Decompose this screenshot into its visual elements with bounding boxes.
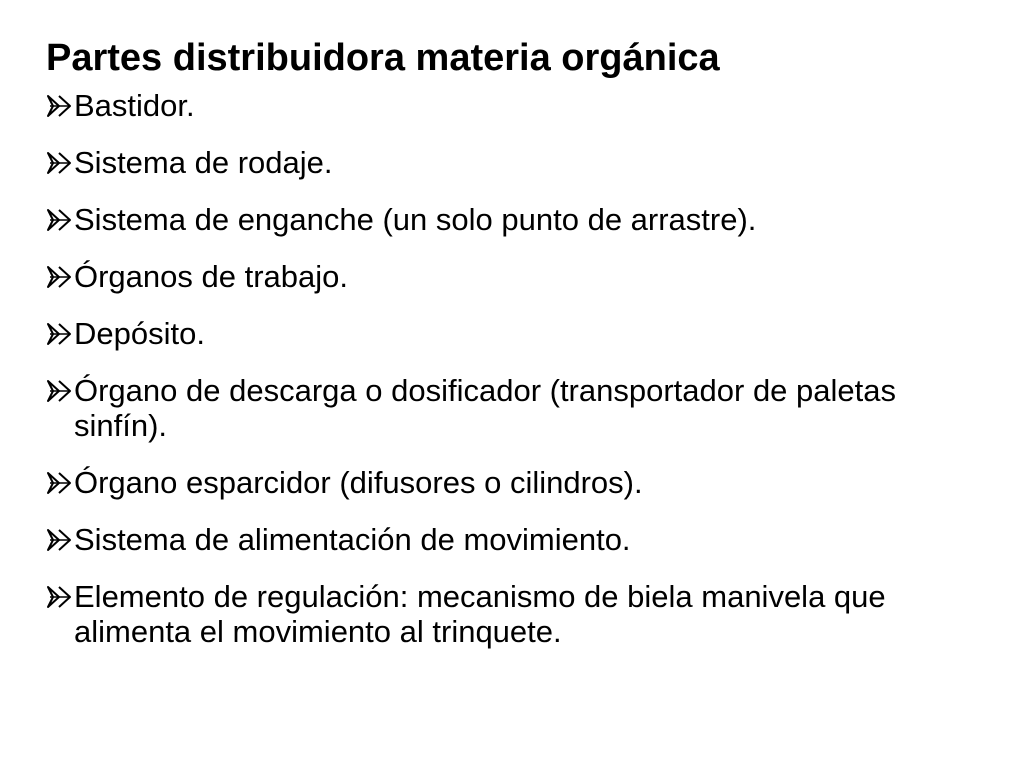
slide-title: Partes distribuidora materia orgánica: [46, 37, 720, 79]
arrow-bullet-icon: [46, 145, 74, 180]
arrow-bullet-icon: [46, 465, 74, 500]
bullet-text: Sistema de rodaje.: [74, 145, 333, 180]
bullet-text: Órganos de trabajo.: [74, 259, 349, 294]
bullet-item-3: [46, 202, 984, 237]
bullet-text: Elemento de regulación: mecanismo de biela manivela que alimenta el movimiento al trinquete.: [74, 579, 886, 649]
bullet-item-7: [46, 465, 984, 500]
bullet-item-9: [46, 579, 984, 649]
bullet-text: Sistema de alimentación de movimiento.: [74, 522, 631, 557]
bullet-item-8: [46, 522, 984, 557]
bullet-item-2: [46, 145, 984, 180]
arrow-bullet-icon: [46, 522, 74, 557]
arrow-bullet-icon: [46, 259, 74, 294]
arrow-bullet-icon: [46, 202, 74, 237]
bullet-text: Órgano de descarga o dosificador (transportador de paletas sinfín).: [74, 373, 896, 443]
bullet-item-4: [46, 259, 984, 294]
bullet-item-5: [46, 316, 984, 351]
bullet-list: [46, 88, 984, 649]
arrow-bullet-icon: [46, 373, 74, 408]
bullet-text: Órgano esparcidor (difusores o cilindros).: [74, 465, 643, 500]
bullet-text: Depósito.: [74, 316, 205, 351]
arrow-bullet-icon: [46, 579, 74, 614]
bullet-item-1: [46, 88, 984, 123]
bullet-text: Bastidor.: [74, 88, 195, 123]
arrow-bullet-icon: [46, 316, 74, 351]
arrow-bullet-icon: [46, 88, 74, 123]
bullet-text: Sistema de enganche (un solo punto de arrastre).: [74, 202, 757, 237]
bullet-item-6: [46, 373, 984, 443]
